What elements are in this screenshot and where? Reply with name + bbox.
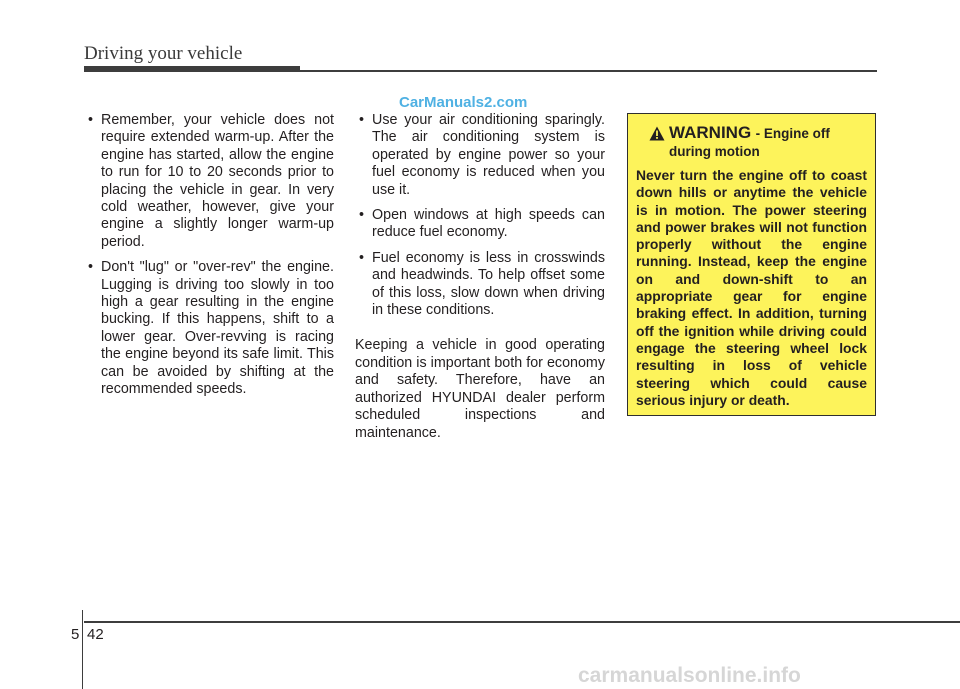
list-item: • Fuel economy is less in crosswinds and headwinds. To help offset some of this loss, slow down when driving in these conditions.	[355, 250, 605, 320]
list-item: • Remember, your vehicle does not require extended warm-up. After the engine has started, allow the engine to run for 10 to 20 seconds prior to placing the vehicle in gear. In very cold weather, however, give your engine a slightly longer warm-up period.	[84, 112, 334, 251]
warning-box	[627, 113, 876, 416]
watermark-top[interactable]: CarManuals2.com	[399, 94, 528, 111]
list-item: • Open windows at high speeds can reduce fuel economy.	[355, 207, 605, 242]
left-column	[84, 112, 334, 407]
middle-column	[355, 112, 605, 442]
footer-rule	[84, 621, 960, 623]
warning-triangle-icon	[649, 126, 665, 141]
warning-text: Never turn the engine off to coast down hills or anytime the vehicle is in motion. The power steering and power brakes will not function properly without the engine running. Instead, keep the engine on and down-shift to an appropriate gear for engine braking effect. In addition, turning off the ignition while driving could engage the steering wheel lock resulting in loss of vehicle steering which could cause serious injury or death.	[636, 167, 867, 408]
warning-subtitle: - Engine off during motion	[669, 126, 830, 159]
warning-header	[636, 123, 867, 161]
maintenance-paragraph: Keeping a vehicle in good operating condition is important both for economy and safety. Therefore, have an authorized HYUNDAI dealer perform scheduled inspections and maintenance.	[355, 337, 605, 441]
page-number: 42	[87, 626, 104, 643]
warning-label: WARNING	[669, 123, 752, 142]
watermark-bottom[interactable]: carmanualsonline.info	[578, 664, 801, 687]
chapter-number: 5	[71, 626, 80, 643]
header-rule-thin	[300, 70, 877, 72]
footer-divider	[82, 610, 83, 689]
list-item: • Use your air conditioning sparingly. The air conditioning system is operated by engine power so your fuel economy is reduced when you use it.	[355, 112, 605, 199]
header-rule-thick	[84, 66, 300, 72]
header-title: Driving your vehicle	[84, 43, 243, 64]
list-item: • Don't "lug" or "over-rev" the engine. Lugging is driving too slowly in too high a gear resulting in the engine bucking. If this happens, shift to a lower gear. Over-revving is racing the engine beyond its safe limit. This can be avoided by shifting at the recommended speeds.	[84, 259, 334, 398]
